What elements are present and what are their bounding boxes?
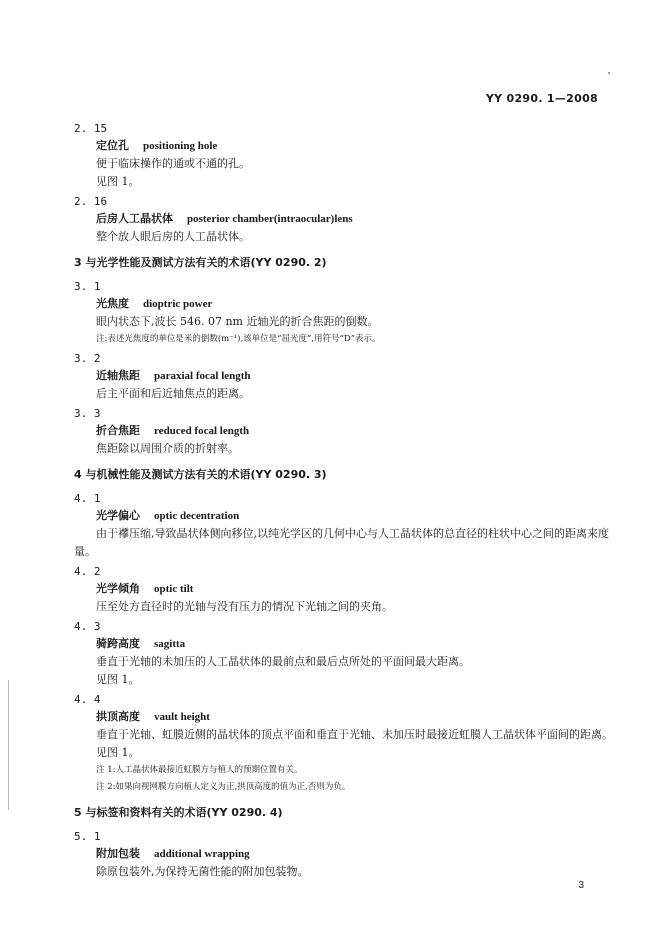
- term-english: posterior chamber(intraocular)lens: [187, 213, 353, 225]
- term-chinese: 骑跨高度: [96, 637, 140, 650]
- term-chinese: 光学倾角: [96, 582, 140, 595]
- term-english: optic tilt: [154, 583, 194, 595]
- term-definition: 垂直于光轴的未加压的人工晶状体的最前点和最后点所处的平面间最大距离。: [96, 655, 470, 668]
- term-chinese: 折合焦距: [96, 424, 140, 437]
- term-heading: [74, 845, 614, 863]
- term-chinese: 拱顶高度: [96, 710, 140, 723]
- term-heading: [74, 210, 614, 228]
- term-heading: [74, 708, 614, 726]
- section-heading: 4 与机械性能及测试方法有关的术语(YY 0290. 3): [74, 468, 327, 481]
- term-chinese: 光学偏心: [96, 509, 140, 522]
- term-entry: [74, 828, 614, 881]
- term-chinese: 定位孔: [96, 139, 129, 152]
- clause-number: 3. 3: [74, 407, 101, 420]
- term-definition: 后主平面和后近轴焦点的距离。: [96, 387, 250, 400]
- term-english: sagitta: [154, 638, 186, 650]
- term-english: vault height: [154, 711, 210, 723]
- clause-number: 4. 3: [74, 620, 101, 633]
- term-definition: 压至处方直径时的光轴与没有压力的情况下光轴之间的夹角。: [96, 600, 393, 613]
- term-english: reduced focal length: [154, 425, 250, 437]
- term-entry: [74, 278, 614, 348]
- document-body: [74, 118, 614, 881]
- term-english: paraxial focal length: [154, 370, 251, 382]
- term-entry: [74, 405, 614, 458]
- section-heading: 3 与光学性能及测试方法有关的术语(YY 0290. 2): [74, 256, 327, 269]
- term-definition: 焦距除以周围介质的折射率。: [96, 442, 239, 455]
- term-heading: [74, 507, 614, 525]
- clause-number: 2. 16: [74, 195, 108, 208]
- term-definition: 见图 1。: [96, 673, 140, 686]
- term-heading: [74, 137, 614, 155]
- term-definition: 便于临床操作的通或不通的孔。: [96, 157, 250, 170]
- term-english: dioptric power: [143, 298, 213, 310]
- clause-number: 4. 4: [74, 693, 101, 706]
- term-heading: [74, 422, 614, 440]
- page-number: 3: [578, 880, 584, 891]
- clause-number: 4. 1: [74, 492, 101, 505]
- term-chinese: 光焦度: [96, 297, 129, 310]
- scan-mark: [608, 72, 610, 74]
- scan-edge-line: [8, 680, 9, 810]
- term-heading: [74, 367, 614, 385]
- section-heading: 5 与标签和资料有关的术语(YY 0290. 4): [74, 806, 283, 819]
- term-english: optic decentration: [154, 510, 240, 522]
- term-heading: [74, 295, 614, 313]
- term-entry: [74, 618, 614, 689]
- standard-code-header: YY 0290. 1—2008: [485, 92, 598, 105]
- term-heading: [74, 580, 614, 598]
- term-entry: [74, 691, 614, 796]
- term-note: 注:表述光焦度的单位是米的倒数(m⁻¹),该单位是“屈光度”,用符号“D”表示。: [96, 334, 381, 344]
- term-definition: 见图 1。: [96, 746, 140, 759]
- term-heading: [74, 635, 614, 653]
- term-definition: 见图 1。: [96, 175, 140, 188]
- term-definition: 整个放人眼后房的人工晶状体。: [96, 230, 250, 243]
- term-entry: [74, 490, 614, 561]
- term-english: positioning hole: [143, 140, 218, 152]
- term-definition: 眼内状态下,波长 546. 07 nm 近轴光的折合焦距的倒数。: [96, 315, 379, 328]
- clause-number: 3. 1: [74, 280, 101, 293]
- term-note: 注 1:人工晶状体最接近虹膜方与植人的预期位置有关。: [96, 765, 303, 775]
- term-chinese: 近轴焦距: [96, 369, 140, 382]
- term-definition: 由于襻压缩,导致晶状体侧向移位,以纯光学区的几何中心与人工晶状体的总直径的柱状中心之间的距离来度量。: [74, 527, 609, 558]
- term-chinese: 后房人工晶状体: [96, 212, 173, 225]
- term-english: additional wrapping: [154, 848, 250, 860]
- term-entry: [74, 193, 614, 246]
- term-note: 注 2:如果向视网膜方向植人定义为正,拱顶高度的值为正,否则为负。: [96, 782, 351, 792]
- term-chinese: 附加包装: [96, 847, 140, 860]
- clause-number: 2. 15: [74, 122, 108, 135]
- term-definition: 除原包装外,为保持无菌性能的附加包装物。: [96, 865, 309, 878]
- term-entry: [74, 120, 614, 191]
- term-entry: [74, 563, 614, 616]
- clause-number: 5. 1: [74, 830, 101, 843]
- term-entry: [74, 350, 614, 403]
- clause-number: 4. 2: [74, 565, 101, 578]
- clause-number: 3. 2: [74, 352, 101, 365]
- term-definition: 垂直于光轴、虹膜近侧的晶状体的顶点平面和垂直于光轴、未加压时最接近虹膜人工晶状体平面间的距离。: [96, 728, 613, 741]
